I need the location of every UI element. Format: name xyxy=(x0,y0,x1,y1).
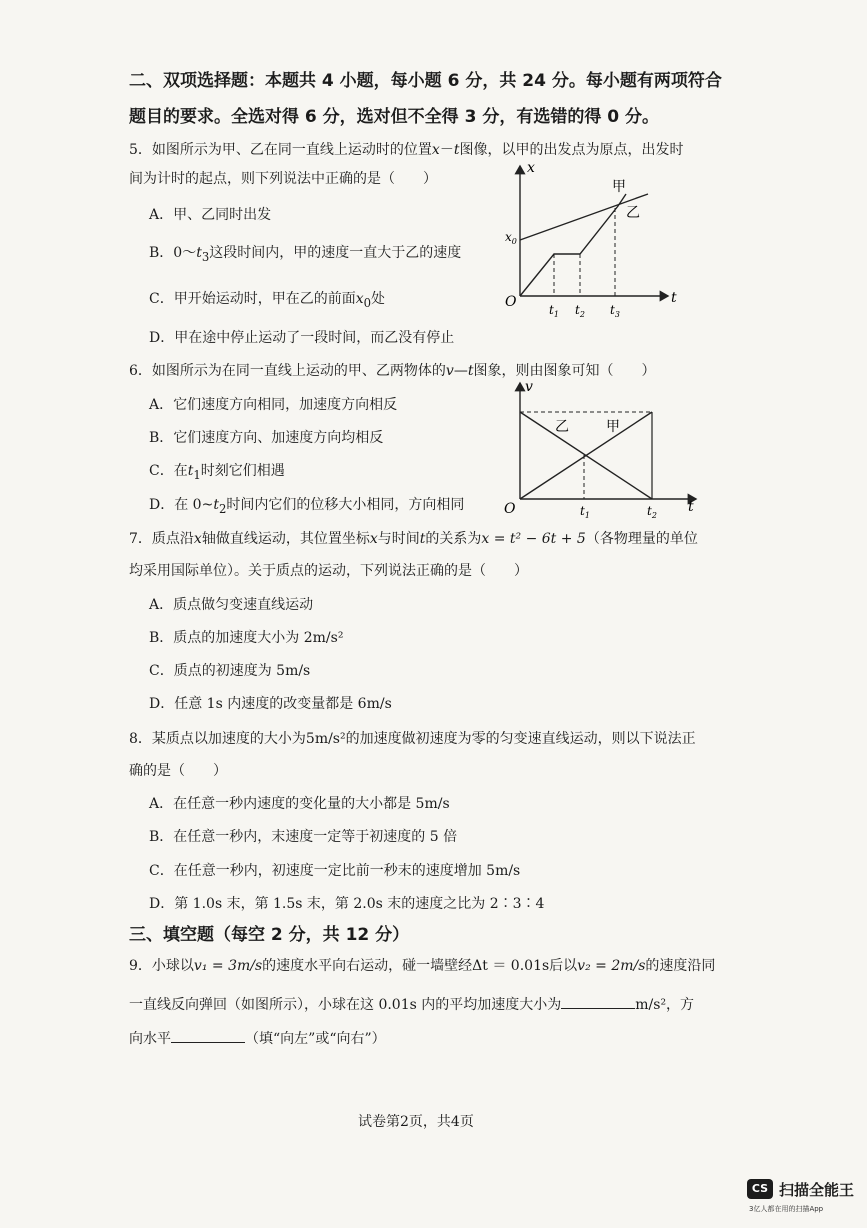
q5-option-d: D．甲在途中停止运动了一段时间，而乙没有停止 xyxy=(149,330,455,346)
q7-stem-line1: 7．质点沿x轴做直线运动，其位置坐标x与时间t的关系为x = t² − 6t + 5（各物理量的单位 xyxy=(129,531,698,547)
q8-option-c: C．在任意一秒内，初速度一定比前一秒末的速度增加 5m/s xyxy=(149,863,521,879)
q7-option-d: D．任意 1s 内速度的改变量都是 6m/s xyxy=(149,696,392,712)
watermark-tagline: 3亿人都在用的扫描App xyxy=(749,1205,824,1213)
q6-label-jia: 甲 xyxy=(606,419,620,435)
q5-t3-label: $t_3$ xyxy=(610,303,620,319)
q5-label-jia: 甲 xyxy=(612,179,626,195)
q5-t2-label: $t_2$ xyxy=(575,303,585,319)
q5-stem-line2: 间为计时的起点，则下列说法中正确的是（ ） xyxy=(129,171,437,187)
q7-stem-line2: 均采用国际单位）。关于质点的运动，下列说法正确的是（ ） xyxy=(129,563,528,579)
q5-xt-graph xyxy=(496,156,696,320)
q9-line1: 9．小球以v₁ = 3m/s的速度水平向右运动，碰一墙壁经Δt ＝ 0.01s后以v₂ = 2m/s的速度沿同 xyxy=(129,958,716,974)
q5-t1-label: $t_1$ xyxy=(549,303,559,319)
camscanner-logo-icon: CS xyxy=(747,1179,773,1199)
q9-line2: 一直线反向弹回（如图所示），小球在这 0.01s 内的平均加速度大小为 m/s²，方 xyxy=(129,994,694,1014)
q6-option-a: A．它们速度方向相同，加速度方向相反 xyxy=(149,397,398,413)
q8-option-a: A．在任意一秒内速度的变化量的大小都是 5m/s xyxy=(149,796,450,812)
section2-heading-line2: 题目的要求。全选对得 6 分，选对但不全得 3 分，有选错的得 0 分。 xyxy=(129,107,659,127)
q7-option-c: C．质点的初速度为 5m/s xyxy=(149,663,311,679)
q6-label-yi: 乙 xyxy=(555,419,569,435)
watermark-app-name: 扫描全能王 xyxy=(779,1181,855,1199)
q9-blank-1[interactable] xyxy=(561,994,635,1009)
q6-t2-label: $t_2$ xyxy=(647,504,657,520)
q5-y-axis-label: x xyxy=(527,160,535,176)
q7-option-a: A．质点做匀变速直线运动 xyxy=(149,597,314,613)
q5-origin-label: O xyxy=(505,294,517,310)
section3-heading: 三、填空题（每空 2 分，共 12 分） xyxy=(129,925,410,945)
q5-line-yi xyxy=(520,194,626,296)
q6-y-axis-label: v xyxy=(525,379,533,395)
q6-option-b: B．它们速度方向、加速度方向均相反 xyxy=(149,430,384,446)
q8-option-b: B．在任意一秒内，末速度一定等于初速度的 5 倍 xyxy=(149,829,458,845)
q6-x-axis-label: t xyxy=(688,499,694,515)
q6-option-c: C．在$t_1$时刻它们相遇 xyxy=(149,463,285,482)
q8-option-d: D．第 1.0s 末，第 1.5s 末，第 2.0s 末的速度之比为 2∶3∶4 xyxy=(149,896,545,912)
section2-heading-line1: 二、双项选择题：本题共 4 小题，每小题 6 分，共 24 分。每小题有两项符合 xyxy=(129,71,722,91)
q9-blank-2[interactable] xyxy=(171,1028,245,1043)
q5-option-c: C．甲开始运动时，甲在乙的前面$x_0$处 xyxy=(149,291,386,310)
q6-vt-graph xyxy=(500,377,705,522)
q7-option-b: B．质点的加速度大小为 2m/s² xyxy=(149,630,344,646)
q5-option-b: B．$0\sim t_3$这段时间内，甲的速度一直大于乙的速度 xyxy=(149,245,462,264)
q5-x-axis-label: t xyxy=(671,290,677,306)
q8-stem-line1: 8．某质点以加速度的大小为5m/s²的加速度做初速度为零的匀变速直线运动，则以下说法正 xyxy=(129,731,696,747)
q9-line3: 向水平 （填“向左”或“向右”） xyxy=(129,1028,386,1048)
q6-origin-label: O xyxy=(504,501,516,517)
q6-stem-line1: 6．如图所示为在同一直线上运动的甲、乙两物体的v—t图象，则由图象可知（ ） xyxy=(129,363,656,379)
q5-stem-line1: 5．如图所示为甲、乙在同一直线上运动时的位置x－t图像，以甲的出发点为原点，出发时 xyxy=(129,142,684,158)
q5-option-a: A．甲、乙同时出发 xyxy=(149,207,272,223)
q5-label-yi: 乙 xyxy=(626,205,640,221)
q6-option-d: D．在 $0\sim t_2$时间内它们的位移大小相同，方向相同 xyxy=(149,497,465,516)
q8-stem-line2: 确的是（ ） xyxy=(129,763,227,779)
page-footer: 试卷第2页，共4页 xyxy=(358,1114,474,1130)
q5-x0-label: $x_0$ xyxy=(505,230,517,246)
q6-t1-label: $t_1$ xyxy=(580,504,590,520)
